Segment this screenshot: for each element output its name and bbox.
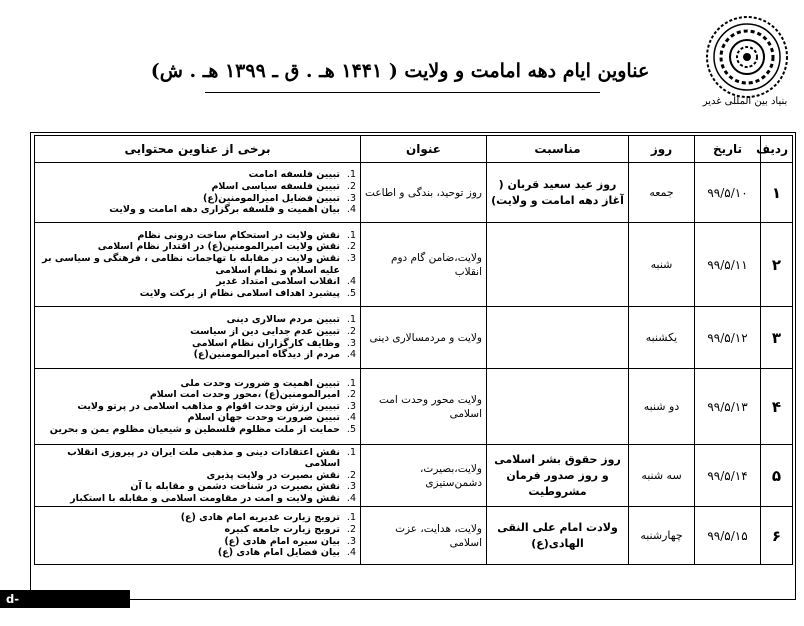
row-date: ۹۹/۵/۱۳: [695, 369, 761, 445]
topic-item: 1. نقش ولایت در استحکام ساخت درونی نظام: [39, 230, 340, 242]
row-occasion: روز حقوق بشر اسلامی و روز صدور فرمان مشروطیت: [487, 445, 629, 507]
table-row: [35, 507, 793, 565]
row-date: ۹۹/۵/۱۴: [695, 445, 761, 507]
row-index: ۵: [761, 445, 793, 507]
topic-list: [39, 169, 356, 215]
header-topics: برخی از عناوین محتوایی: [35, 136, 361, 163]
row-index: ۳: [761, 307, 793, 369]
table-row: [35, 307, 793, 369]
header-subject: عنوان: [361, 136, 487, 163]
topic-list: [39, 378, 356, 436]
row-occasion: [487, 369, 629, 445]
schedule-table: [34, 135, 793, 565]
row-subject: روز توحید، بندگی و اطاعت: [361, 163, 487, 223]
row-subject: ولایت، هدایت، عزت اسلامی: [361, 507, 487, 565]
table-header-row: [35, 136, 793, 163]
row-day: چهارشنبه: [629, 507, 695, 565]
topic-list: [39, 447, 356, 505]
ghadir-foundation-emblem-icon: [704, 14, 790, 100]
topic-item: 1. تبیین مردم سالاری دینی: [39, 314, 340, 326]
topic-item: 1. نقش اعتقادات دینی و مذهبی ملت ایران در پیروزی انقلاب اسلامی: [39, 447, 340, 470]
row-occasion: [487, 307, 629, 369]
row-topics: [35, 445, 361, 507]
topic-list: [39, 512, 356, 558]
row-date: ۹۹/۵/۱۱: [695, 223, 761, 307]
topic-item: 4. بیان فضایل امام هادی (ع): [39, 547, 340, 559]
row-topics: [35, 369, 361, 445]
topic-item: 2. نقش ولایت امیرالمومنین(ع) در اقتدار نظام اسلامی: [39, 241, 340, 253]
row-index: ۶: [761, 507, 793, 565]
row-day: شنبه: [629, 223, 695, 307]
row-subject: ولایت،بصیرت، دشمن‌ستیزی: [361, 445, 487, 507]
topic-item: 1. تبیین اهمیت و ضرورت وحدت ملی: [39, 378, 340, 390]
topic-item: 4. نقش ولایت و امت در مقاومت اسلامی و مقابله با استکبار: [39, 493, 340, 505]
row-date: ۹۹/۵/۱۰: [695, 163, 761, 223]
header-idx: ردیف: [761, 136, 793, 163]
row-occasion: ولادت امام علی النقی الهادی(ع): [487, 507, 629, 565]
row-day: جمعه: [629, 163, 695, 223]
row-subject: ولایت،ضامن گام دوم انقلاب: [361, 223, 487, 307]
header-occasion: مناسبت: [487, 136, 629, 163]
row-day: دو شنبه: [629, 369, 695, 445]
header-date: تاریخ: [695, 136, 761, 163]
topic-item: 3. نقش بصیرت در شناخت دشمن و مقابله با آن: [39, 481, 340, 493]
topic-item: 4. مردم از دیدگاه امیرالمومنین(ع): [39, 349, 340, 361]
title-underline: [205, 92, 600, 93]
row-date: ۹۹/۵/۱۵: [695, 507, 761, 565]
row-topics: [35, 163, 361, 223]
topic-item: 1. ترویج زیارت غدیریه امام هادی (ع): [39, 512, 340, 524]
topic-item: 4. بیان اهمیت و فلسفه برگزاری دهه امامت و ولایت: [39, 204, 340, 216]
row-day: یکشنبه: [629, 307, 695, 369]
topic-item: 3. بیان سیره امام هادی (ع): [39, 536, 340, 548]
row-subject: ولایت محور وحدت امت اسلامی: [361, 369, 487, 445]
topic-item: 4. انقلاب اسلامی امتداد غدیر: [39, 276, 340, 288]
topic-item: 2. تبیین فلسفه سیاسی اسلام: [39, 181, 340, 193]
row-day: سه شنبه: [629, 445, 695, 507]
topic-item: 2. نقش بصیرت در ولایت پذیری: [39, 470, 340, 482]
table-row: [35, 369, 793, 445]
topic-item: 4. تبیین ضرورت وحدت جهان اسلام: [39, 412, 340, 424]
row-topics: [35, 507, 361, 565]
topic-item: 3. وظایف کارگزاران نظام اسلامی: [39, 338, 340, 350]
topic-item: 2. تبیین عدم جدایی دین از سیاست: [39, 326, 340, 338]
table-row: [35, 163, 793, 223]
topic-list: [39, 314, 356, 360]
row-occasion: روز عید سعید قربان ( آغاز دهه امامت و ولایت): [487, 163, 629, 223]
table-row: [35, 445, 793, 507]
topic-item: 5. پیشبرد اهداف اسلامی نظام از برکت ولایت: [39, 288, 340, 300]
topic-list: [39, 230, 356, 300]
topic-item: 2. ترویج زیارت جامعه کبیره: [39, 524, 340, 536]
table-row: [35, 223, 793, 307]
row-index: ۲: [761, 223, 793, 307]
row-date: ۹۹/۵/۱۲: [695, 307, 761, 369]
row-topics: [35, 223, 361, 307]
topic-item: 3. تبیین فضایل امیرالمومنین(ع): [39, 193, 340, 205]
topic-item: 1. تبیین فلسفه امامت: [39, 169, 340, 181]
topic-item: 3. تبیین ارزش وحدت اقوام و مذاهب اسلامی در پرتو ولایت: [39, 401, 340, 413]
row-occasion: [487, 223, 629, 307]
logo-caption: بنیاد بین المللی غدیر: [702, 96, 788, 107]
row-topics: [35, 307, 361, 369]
topic-item: 2. امیرالمومنین(ع) ،محور وحدت امت اسلام: [39, 389, 340, 401]
topic-item: 3. نقش ولایت در مقابله با تهاجمات نظامی ، فرهنگی و سیاسی بر علیه اسلام و نظام اسلامی: [39, 253, 340, 276]
page-title: عناوین ایام دهه امامت و ولایت ( ۱۴۴۱ هـ . ق ـ ۱۳۹۹ هـ . ش): [150, 60, 650, 82]
header-day: روز: [629, 136, 695, 163]
row-index: ۴: [761, 369, 793, 445]
row-subject: ولایت و مردمسالاری دینی: [361, 307, 487, 369]
row-index: ۱: [761, 163, 793, 223]
site-watermark: d-boroujerd.nus.ac.ir: [0, 590, 130, 608]
topic-item: 5. حمایت از ملت مظلوم فلسطین و شیعیان مظلوم یمن و بحرین: [39, 424, 340, 436]
